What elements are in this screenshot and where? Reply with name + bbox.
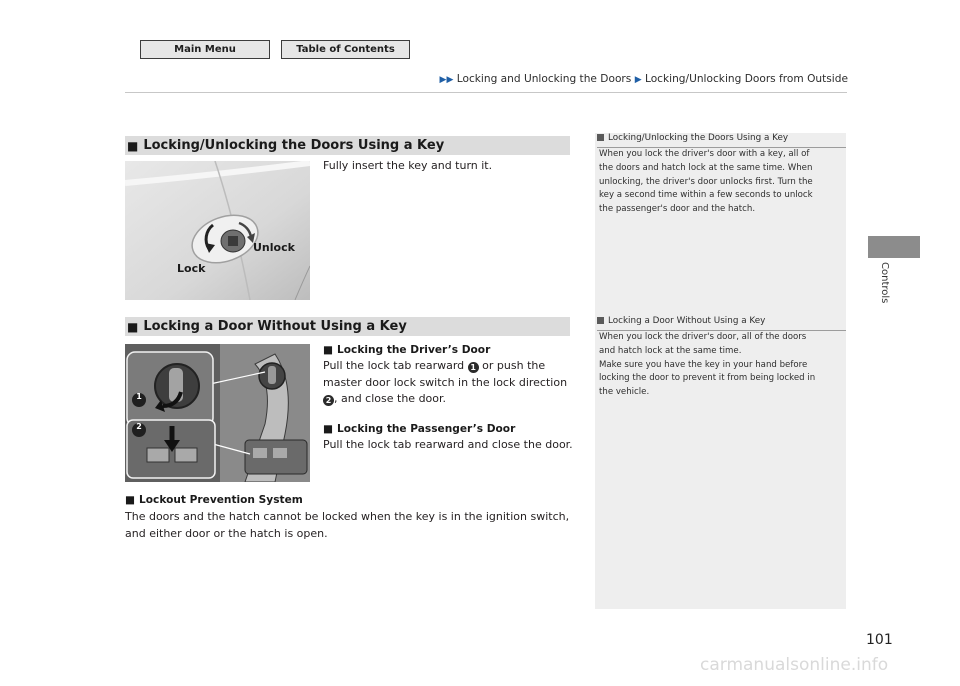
page-number: 101 (866, 632, 893, 648)
note-line: unlocking, the driver's door unlocks first. Turn the (599, 176, 813, 187)
square-bullet-icon: ■ (127, 138, 139, 153)
note-line: When you lock the driver's door, all of the doors (599, 332, 807, 342)
lock-label: Lock (177, 262, 206, 275)
breadcrumb (418, 73, 848, 85)
note-line: the passenger's door and the hatch. (599, 204, 756, 215)
callout-2-icon: 2 (323, 395, 334, 406)
driver-door-title: Locking the Driver’s Door (337, 344, 491, 356)
chapter-tab-label: Controls (879, 262, 890, 304)
square-bullet-icon: ■ (127, 319, 139, 334)
driver-line-4: , and close the door. (334, 392, 447, 405)
passenger-door-heading (323, 423, 515, 435)
lockout-prevention-title: Lockout Prevention System (139, 494, 303, 506)
driver-line-3: master door lock switch in the lock direction (323, 375, 568, 389)
note-title-text: Locking a Door Without Using a Key (608, 316, 766, 326)
table-of-contents-button[interactable]: Table of Contents (281, 40, 410, 59)
section-heading-text: Locking/Unlocking the Doors Using a Key (143, 138, 445, 153)
section-heading-text: Locking a Door Without Using a Key (143, 319, 407, 334)
callout-1: 1 (136, 392, 142, 401)
note-marker-icon (597, 317, 604, 324)
note-line: and hatch lock at the same time. (599, 345, 742, 356)
note-line: Make sure you have the key in your hand before (599, 359, 808, 370)
main-menu-button[interactable]: Main Menu (140, 40, 270, 59)
lockout-line-1: The doors and the hatch cannot be locked when the key is in the ignition switch, (125, 510, 570, 523)
lockout-line-2: and either door or the hatch is open. (125, 526, 328, 540)
driver-line-1: Pull the lock tab rearward (323, 359, 465, 372)
chapter-tab[interactable] (868, 236, 920, 258)
note-marker-icon (597, 134, 604, 141)
note-line: locking the door to prevent it from being locked in (599, 373, 816, 384)
note-title-text: Locking/Unlocking the Doors Using a Key (608, 133, 789, 143)
callout-1-icon: 1 (468, 362, 479, 373)
square-bullet-icon: ■ (323, 423, 334, 435)
callout-2: 2 (136, 422, 142, 431)
note-line: When you lock the driver's door with a key, all of (599, 149, 810, 159)
section-heading (125, 317, 570, 336)
door-lock-illustration (125, 344, 310, 482)
header-divider (125, 92, 847, 93)
driver-line-2: or push the (482, 359, 546, 372)
passenger-door-text: Pull the lock tab rearward and close the door. (323, 438, 573, 451)
lockout-prevention-text (125, 509, 569, 542)
section-heading (125, 136, 570, 155)
square-bullet-icon: ■ (323, 344, 334, 356)
breadcrumb-arrow-icon: ▶ (634, 75, 642, 85)
key-lock-illustration (125, 161, 310, 300)
note-title[interactable] (597, 133, 788, 143)
driver-door-heading (323, 344, 490, 356)
breadcrumb-parent[interactable]: Locking and Unlocking the Doors (456, 73, 632, 85)
note-line: the doors and hatch lock at the same time. When (599, 162, 813, 173)
breadcrumb-arrow-icon: ▶▶ (439, 75, 454, 85)
note-body (599, 331, 844, 400)
note-line: the vehicle. (599, 387, 650, 398)
square-bullet-icon: ■ (125, 494, 136, 506)
note-line: key a second time within a few seconds to unlock (599, 190, 813, 201)
passenger-door-title: Locking the Passenger’s Door (337, 423, 516, 435)
key-instruction: Fully insert the key and turn it. (323, 159, 493, 172)
breadcrumb-current: Locking/Unlocking Doors from Outside (644, 73, 848, 85)
unlock-label: Unlock (253, 241, 295, 254)
driver-door-text (323, 358, 573, 408)
note-title[interactable] (597, 316, 765, 326)
lockout-prevention-heading (125, 494, 303, 506)
watermark: carmanualsonline.info (700, 655, 889, 675)
note-body (599, 148, 844, 217)
